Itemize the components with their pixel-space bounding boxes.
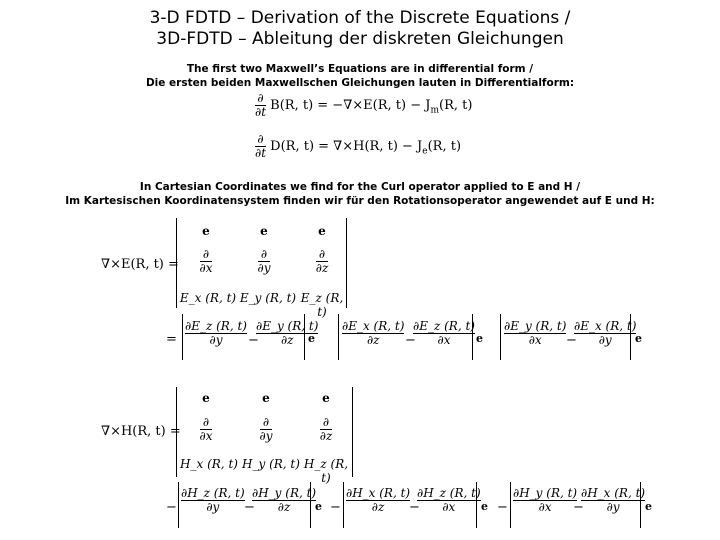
curl-e-term-5: $\frac{\partial E\_y (R, t)}{\partial x}$ <box>504 319 567 347</box>
unit-vector: e <box>645 500 652 513</box>
partial-t-fraction: $\frac{\partial}{\partial t}$ <box>255 132 267 160</box>
maxwell-eq-2-sub: e <box>422 146 428 157</box>
maxwell-eq-1-sub: m <box>430 105 439 116</box>
curl-h-dx: $\frac{\partial}{\partial x}$ <box>199 415 213 443</box>
curl-h-term-3: $\frac{\partial H\_x (R, t)}{\partial z}$ <box>346 486 411 514</box>
curl-h-term-6: $\frac{\partial H\_x (R, t)}{\partial y}$ <box>581 486 646 514</box>
curl-h-comp-y: H_y (R, t) <box>242 457 300 471</box>
maxwell-eq-1 <box>255 92 472 119</box>
unit-vector: e <box>308 332 315 345</box>
curl-intro-en: In Cartesian Coordinates we find for the Curl operator applied to E and H / <box>139 181 581 193</box>
page-title-en: 3-D FDTD – Derivation of the Discrete Equations / <box>149 8 571 28</box>
bracket <box>343 482 344 528</box>
curl-h-unit-x: e <box>202 391 210 405</box>
bracket <box>310 482 311 528</box>
curl-e-dz: $\frac{\partial}{\partial z}$ <box>315 247 329 275</box>
curl-e-unit-x: e <box>202 224 210 238</box>
curl-e-dy: $\frac{\partial}{\partial y}$ <box>257 247 271 275</box>
bracket <box>640 482 641 528</box>
intro-line-de: Die ersten beiden Maxwellschen Gleichungen lauten in Differentialform: <box>145 77 575 89</box>
minus-sign: − <box>330 500 341 515</box>
curl-h-dz: $\frac{\partial}{\partial z}$ <box>319 415 333 443</box>
curl-e-comp-z: E_z (R, t) <box>300 291 344 319</box>
curl-e-term-1: $\frac{\partial E\_z (R, t)}{\partial y}$ <box>185 319 247 347</box>
curl-h-unit-z: e <box>322 391 330 405</box>
minus-sign: − <box>573 500 584 515</box>
curl-h-term-1: $\frac{\partial H\_z (R, t)}{\partial y}$ <box>181 486 245 514</box>
minus-sign: − <box>409 500 420 515</box>
curl-h-dy: $\frac{\partial}{\partial y}$ <box>259 415 273 443</box>
maxwell-eq-1-tail: (R, t) <box>439 98 473 113</box>
curl-e-term-6: $\frac{\partial E\_x (R, t)}{\partial y}$ <box>574 319 637 347</box>
curl-h-term-5: $\frac{\partial H\_y (R, t)}{\partial x}$ <box>513 486 578 514</box>
page-title-de: 3D-FDTD – Ableitung der diskreten Gleichungen <box>156 29 564 49</box>
maxwell-eq-2-body: D(R, t) = ∇×H(R, t) − J <box>270 139 423 154</box>
curl-e-comp-y: E_y (R, t) <box>239 291 297 305</box>
minus-sign: − <box>497 500 508 515</box>
curl-h-term-4: $\frac{\partial H\_z (R, t)}{\partial x}$ <box>417 486 481 514</box>
intro-line-en: The first two Maxwell’s Equations are in differential form / <box>186 63 534 75</box>
minus-sign: − <box>166 500 177 515</box>
unit-vector: e <box>635 332 642 345</box>
curl-e-lhs: ∇×E(R, t) = <box>101 257 179 272</box>
bracket <box>472 314 473 360</box>
curl-e-comp-x: E_x (R, t) <box>179 291 237 305</box>
curl-h-lhs: ∇×H(R, t) = <box>101 424 181 439</box>
curl-e-unit-z: e <box>318 224 326 238</box>
unit-vector: e <box>481 500 488 513</box>
curl-h-det-right-bar <box>352 387 353 477</box>
minus-sign: − <box>566 333 577 348</box>
bracket <box>476 482 477 528</box>
curl-e-dx: $\frac{\partial}{\partial x}$ <box>199 247 213 275</box>
maxwell-eq-2-tail: (R, t) <box>427 139 462 154</box>
bracket <box>178 482 179 528</box>
minus-sign: − <box>405 333 416 348</box>
curl-intro-de: Im Kartesischen Koordinatensystem finden wir für den Rotationsoperator angewendet auf E und H: <box>65 195 655 207</box>
curl-e-term-4: $\frac{\partial E\_z (R, t)}{\partial x}$ <box>413 319 475 347</box>
curl-h-term-2: $\frac{\partial H\_y (R, t)}{\partial z}$ <box>252 486 317 514</box>
curl-e-result-eq: = <box>166 332 177 347</box>
unit-vector: e <box>315 500 322 513</box>
curl-e-term-3: $\frac{\partial E\_x (R, t)}{\partial z}$ <box>342 319 405 347</box>
curl-h-comp-z: H_z (R, t) <box>303 457 349 485</box>
curl-e-term-2: $\frac{\partial E\_y (R, t)}{\partial z}$ <box>256 319 319 347</box>
bracket <box>338 314 339 360</box>
unit-vector: e <box>476 332 483 345</box>
curl-e-unit-y: e <box>260 224 268 238</box>
maxwell-eq-2 <box>255 133 461 160</box>
bracket <box>182 314 183 360</box>
maxwell-eq-1-body: B(R, t) = −∇×E(R, t) − J <box>270 98 431 113</box>
curl-e-det-left-bar <box>176 218 177 308</box>
minus-sign: − <box>244 500 255 515</box>
curl-h-det-left-bar <box>176 387 177 477</box>
partial-t-fraction: $\frac{\partial}{\partial t}$ <box>255 91 267 119</box>
bracket <box>304 314 305 360</box>
minus-sign: − <box>248 333 259 348</box>
bracket <box>510 482 511 528</box>
bracket <box>500 314 501 360</box>
bracket <box>630 314 631 360</box>
curl-h-comp-x: H_x (R, t) <box>180 457 238 471</box>
curl-h-unit-y: e <box>262 391 270 405</box>
